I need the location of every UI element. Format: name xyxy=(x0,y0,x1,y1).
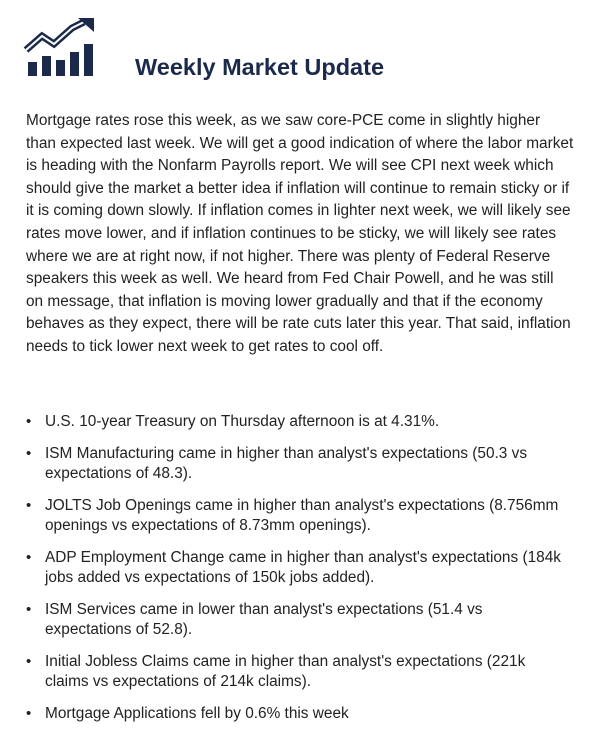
bullet-text: JOLTS Job Openings came in higher than analyst's expectations (8.756mm openings vs expectations of 8.73mm openings). xyxy=(45,497,559,534)
page-title: Weekly Market Update xyxy=(135,54,385,80)
list-item xyxy=(0,548,592,588)
bullet-icon: • xyxy=(26,601,32,618)
rising-chart-icon xyxy=(22,18,102,78)
bullet-text: Mortgage Applications fell by 0.6% this week xyxy=(45,705,349,722)
bullet-text: ISM Manufacturing came in higher than analyst's expectations (50.3 vs expectations of 48.3). xyxy=(45,445,528,482)
list-item xyxy=(0,496,592,536)
bullet-icon: • xyxy=(26,549,32,566)
bullet-text: Initial Jobless Claims came in higher than analyst's expectations (221k claims vs expectations of 214k claims). xyxy=(45,653,526,690)
list-item xyxy=(0,444,592,484)
bullet-text: ISM Services came in lower than analyst's expectations (51.4 vs expectations of 52.8). xyxy=(45,601,483,638)
header xyxy=(0,0,592,100)
bullet-text: U.S. 10-year Treasury on Thursday afternoon is at 4.31%. xyxy=(45,413,440,430)
bullet-list xyxy=(0,412,592,736)
list-item xyxy=(0,652,592,692)
bullet-text: ADP Employment Change came in higher than analyst's expectations (184k jobs added vs expectations of 150k jobs added). xyxy=(45,549,561,586)
list-item xyxy=(0,704,592,724)
bullet-icon: • xyxy=(26,705,32,722)
bullet-icon: • xyxy=(26,497,32,514)
bullet-icon: • xyxy=(26,445,32,462)
list-item xyxy=(0,600,592,640)
list-item xyxy=(0,412,592,432)
intro-paragraph: Mortgage rates rose this week, as we saw core-PCE come in slightly higher than expected last week. We will get a good indication of where the labor market is heading with the Nonfarm Payrolls report. We will see CPI next week which should give the market a better idea if inflation will continue to remain sticky or if it is coming down slowly. If inflation comes in lighter next week, we will likely see rates move lower, and if inflation continues to be sticky, we will likely see rates where we are at right now, if not higher. There was plenty of Federal Reserve speakers this week as well. We heard from Fed Chair Powell, and he was still on message, that inflation is moving lower gradually and that if the economy behaves as they expect, there will be rate cuts later this year. That said, inflation needs to tick lower next week to get rates to cool off. xyxy=(26,112,574,355)
bullet-icon: • xyxy=(26,653,32,670)
bullet-icon: • xyxy=(26,413,32,430)
